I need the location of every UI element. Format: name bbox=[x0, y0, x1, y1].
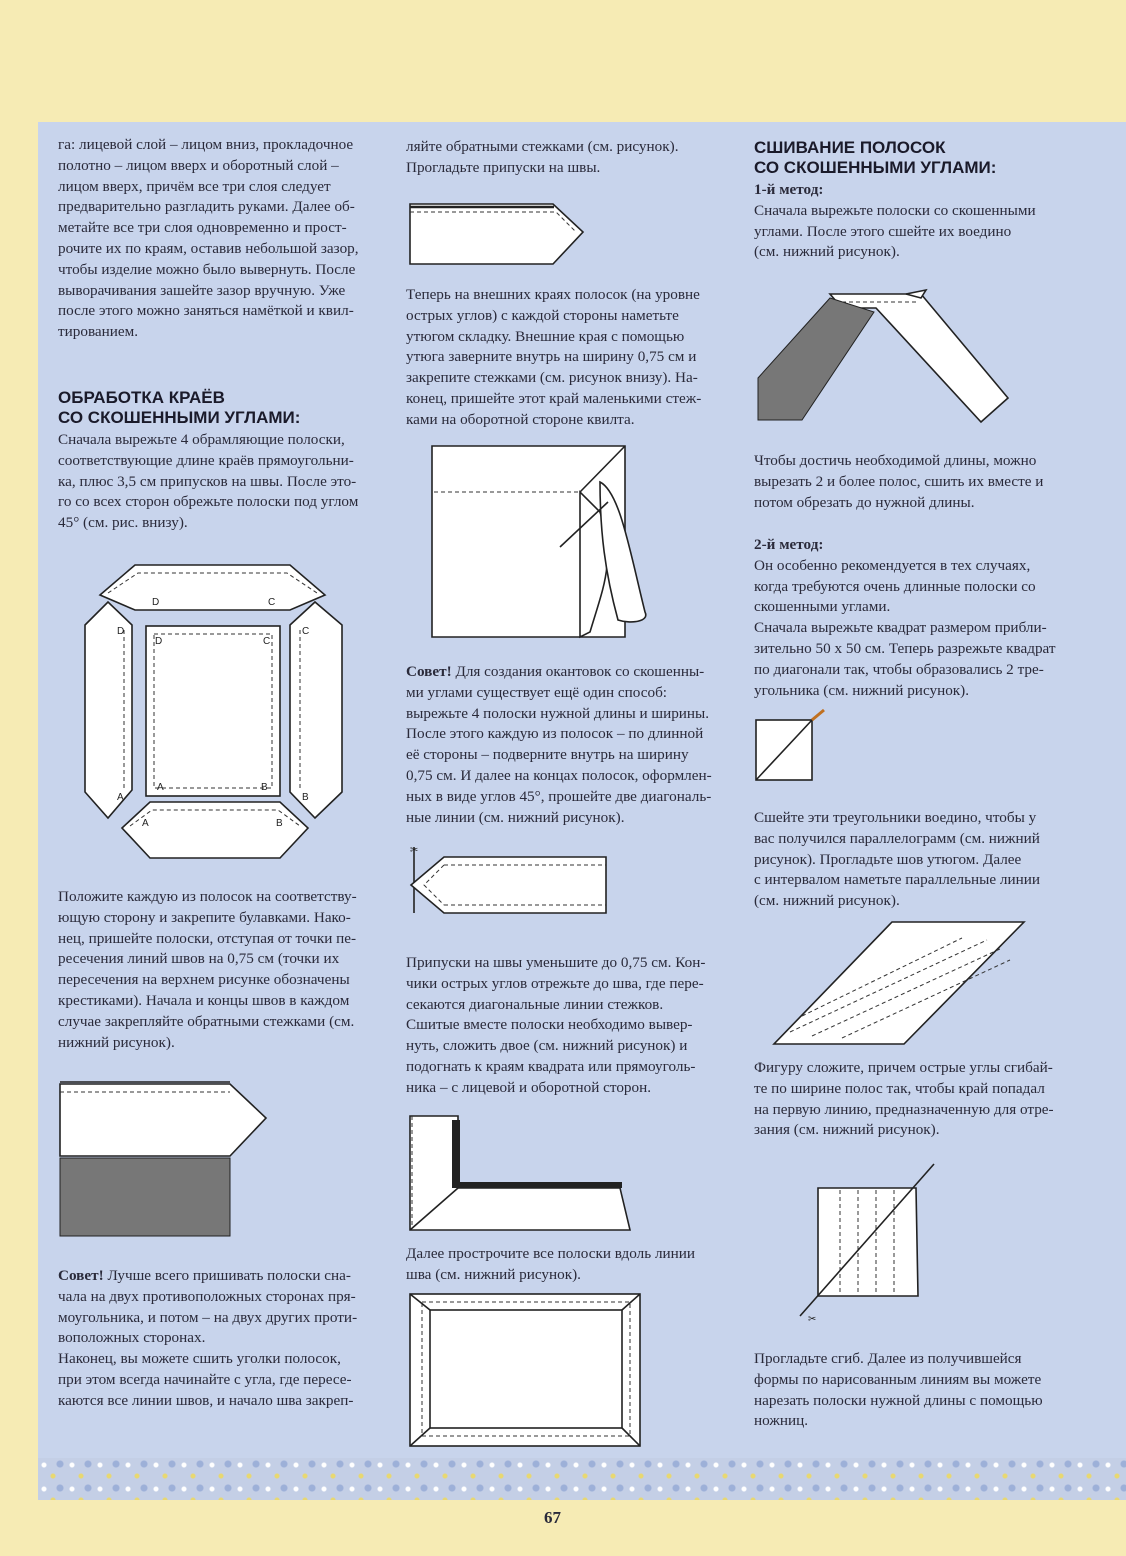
text-line: Прогладьте припуски на швы. bbox=[406, 158, 601, 176]
page-number: 67 bbox=[544, 1508, 561, 1527]
scissors-icon: ✂ bbox=[410, 845, 419, 856]
method-1-label: 1-й метод: bbox=[754, 181, 824, 198]
text-line: нуть, сложить двое (см. нижний рисунок) и bbox=[406, 1037, 688, 1055]
text-line: формы по нарисованным линиям вы можете bbox=[754, 1370, 1042, 1388]
text-line: по диагонали так, чтобы образовались 2 тре- bbox=[754, 660, 1044, 678]
col2-paragraph-2 bbox=[406, 285, 726, 431]
dark-strip bbox=[758, 298, 874, 420]
text-line: те по ширине полос так, чтобы край попадал bbox=[754, 1079, 1045, 1097]
tip-label: Совет! bbox=[406, 663, 452, 680]
text-line: острых углов) с каждой стороны наметьте bbox=[406, 306, 679, 324]
section-heading-joining-strips bbox=[754, 138, 1084, 178]
text-line: После этого каждую из полосок – по длинной bbox=[406, 725, 704, 743]
tube bbox=[818, 1188, 918, 1296]
parallelogram bbox=[774, 922, 1024, 1044]
text-line: Он особенно рекомендуется в тех случаях, bbox=[754, 556, 1031, 574]
corner-binding-diagram bbox=[408, 1112, 633, 1237]
finished-binding-diagram bbox=[408, 1292, 643, 1450]
text-line: зительно 50 x 50 см. Теперь разрежьте квадрат bbox=[754, 639, 1056, 657]
text-line: чики острых углов отрежьте до шва, где пере- bbox=[406, 974, 704, 992]
col3-paragraph-4 bbox=[754, 808, 1084, 912]
text-line: чала на двух противоположных сторонах пря- bbox=[58, 1287, 356, 1305]
seam-stripe bbox=[452, 1182, 622, 1188]
text-line: ми углами существует ещё один способ: bbox=[406, 683, 668, 701]
text-line: секаются диагональные линии стежков. bbox=[406, 995, 664, 1013]
text-line: нарезать полоски нужной длины с помощью bbox=[754, 1391, 1043, 1409]
text-line: потом обрезать до нужной длины. bbox=[754, 493, 975, 511]
text-line: ка, плюс 3,5 см припусков на швы. После это- bbox=[58, 472, 357, 490]
parallelogram-diagram bbox=[772, 920, 1027, 1048]
label-A: A bbox=[157, 782, 164, 793]
text-line: при этом всегда начинайте с угла, где пересе- bbox=[58, 1370, 352, 1388]
text-line: нижний рисунок). bbox=[58, 1033, 175, 1051]
bottom-strip bbox=[122, 802, 308, 858]
strip-sewn-diagram bbox=[58, 1078, 273, 1238]
joined-strips-diagram bbox=[756, 288, 1016, 428]
text-line: лицом вверх, причём все три слоя следует bbox=[58, 177, 331, 195]
col3-paragraph-5 bbox=[754, 1058, 1084, 1141]
heading-line: СШИВАНИЕ ПОЛОСОК bbox=[754, 138, 946, 157]
text-line: утюга заверните внутрь на ширину 0,75 см и bbox=[406, 348, 697, 366]
text-line: (см. нижний рисунок). bbox=[754, 892, 900, 910]
col3-paragraph-2 bbox=[754, 451, 1084, 513]
label-D: D bbox=[152, 597, 160, 608]
col2-paragraph-1 bbox=[406, 137, 726, 179]
text-line: когда требуются очень длинные полоски со bbox=[754, 577, 1036, 595]
text-line bbox=[58, 1266, 378, 1287]
text-line: Положите каждую из полосок на соответству- bbox=[58, 888, 357, 905]
text-line: после этого можно заняться намёткой и квил- bbox=[58, 302, 354, 320]
text-line: утюгом складку. Внешние края с помощью bbox=[406, 327, 685, 345]
square-diagonal-diagram bbox=[754, 706, 834, 786]
left-strip bbox=[85, 602, 132, 818]
text-line: Сначала вырежьте полоски со скошенными bbox=[754, 201, 1036, 219]
text-line: полотно – лицом вверх и оборотный слой – bbox=[58, 156, 339, 174]
text-line: тированием. bbox=[58, 323, 139, 341]
label-C: C bbox=[263, 636, 271, 647]
tip-text: Лучше всего пришивать полоски сна- bbox=[103, 1267, 351, 1284]
label-D: D bbox=[155, 636, 163, 647]
text-line: га: лицевой слой – лицом вниз, прокладочное bbox=[58, 136, 354, 153]
strip bbox=[60, 1084, 266, 1156]
text-line: предварительно разгладить руками. Далее об- bbox=[58, 198, 355, 216]
text-line: шва (см. нижний рисунок). bbox=[406, 1265, 581, 1283]
seam-stripe bbox=[452, 1120, 460, 1188]
frame-strips-diagram bbox=[80, 560, 350, 870]
text-line: случае закрепляйте обратными стежками (см. bbox=[58, 1012, 355, 1030]
text-line: Теперь на внешних краях полосок (на уровне bbox=[406, 286, 700, 303]
col1-paragraph-2 bbox=[58, 887, 378, 1053]
label-B: B bbox=[261, 782, 268, 793]
text-line: выворачивания зашейте зазор вручную. Уже bbox=[58, 281, 346, 299]
text-line: на первую линию, предназначенную для отре- bbox=[754, 1100, 1054, 1118]
text-line: пересечения на верхнем рисунке обозначены bbox=[58, 971, 350, 989]
text-line: (см. нижний рисунок). bbox=[754, 243, 900, 261]
binding-corner bbox=[410, 1116, 630, 1230]
text-line: Сначала вырежьте 4 обрамляющие полоски, bbox=[58, 431, 345, 448]
text-line: Сшейте эти треугольники воедино, чтобы у bbox=[754, 809, 1037, 826]
text-line: скошенными углами. bbox=[754, 598, 891, 616]
scissors-icon: ✂ bbox=[808, 1314, 817, 1325]
floral-border bbox=[38, 1458, 1126, 1500]
heading-line: ОБРАБОТКА КРАЁВ bbox=[58, 388, 225, 407]
text-line: метайте все три слоя одновременно и прост- bbox=[58, 219, 347, 237]
label-A: A bbox=[142, 818, 149, 829]
heading-line: СО СКОШЕННЫМИ УГЛАМИ: bbox=[58, 408, 301, 427]
text-line: ножниц. bbox=[754, 1412, 809, 1430]
top-strip bbox=[100, 565, 325, 610]
text-line: чтобы изделие можно было вывернуть. После bbox=[58, 260, 356, 278]
text-line: конец, пришейте этот край маленькими стеж- bbox=[406, 389, 702, 407]
text-line: Фигуру сложите, причем острые углы сгибай- bbox=[754, 1059, 1053, 1076]
text-line: каются все линии швов, и начало шва закреп- bbox=[58, 1391, 354, 1409]
text-line: Прогладьте сгиб. Далее из получившейся bbox=[754, 1350, 1022, 1367]
col3-method-1 bbox=[754, 180, 1084, 263]
label-B: B bbox=[276, 818, 283, 829]
pressed-strip-diagram bbox=[408, 196, 588, 271]
text-line: 0,75 см. И далее на концах полосок, оформлен- bbox=[406, 766, 712, 784]
text-line: вас получился параллелограмм (см. нижний bbox=[754, 829, 1040, 847]
folded-tube-diagram bbox=[798, 1160, 938, 1330]
col3-method-2 bbox=[754, 535, 1084, 701]
text-line: ных в виде углов 45°, прошейте две диагональ- bbox=[406, 787, 712, 805]
tip-text: Для создания окантовок со скошенны- bbox=[451, 663, 705, 680]
text-line: ками на оборотной стороне квилта. bbox=[406, 410, 635, 428]
text-line: 45° (см. рис. внизу). bbox=[58, 514, 188, 532]
text-line: подогнать к краям квадрата или прямоуголь- bbox=[406, 1057, 696, 1075]
text-line: угольника (см. нижний рисунок). bbox=[754, 681, 970, 699]
text-line: ющую сторону и закрепите булавками. Нако- bbox=[58, 908, 351, 926]
col2-paragraph-4 bbox=[406, 1244, 726, 1286]
right-strip bbox=[290, 602, 342, 818]
col2-paragraph-3 bbox=[406, 953, 726, 1099]
method-2-label: 2-й метод: bbox=[754, 536, 824, 553]
text-line: го со всех сторон обрежьте полоски под углом bbox=[58, 493, 359, 511]
text-line: ника – с лицевой и оборотной сторон. bbox=[406, 1078, 652, 1096]
pencil-icon bbox=[812, 710, 824, 720]
text-line: ные линии (см. нижний рисунок). bbox=[406, 808, 625, 826]
text-line: ресечения линий швов на 0,75 см (точки их bbox=[58, 950, 340, 968]
col1-tip bbox=[58, 1266, 378, 1412]
col2-tip bbox=[406, 662, 726, 828]
label-C: C bbox=[302, 626, 310, 637]
text-line: Далее прострочите все полоски вдоль линии bbox=[406, 1245, 696, 1262]
text-line: закрепите стежками (см. рисунок внизу). На- bbox=[406, 369, 698, 387]
text-line bbox=[406, 662, 726, 683]
heading-line: СО СКОШЕННЫМИ УГЛАМИ: bbox=[754, 158, 997, 177]
quilt-edge bbox=[60, 1158, 230, 1236]
text-line: нец, пришейте полоски, отступая от точки пе- bbox=[58, 929, 357, 947]
text-line: зания (см. нижний рисунок). bbox=[754, 1121, 940, 1139]
text-line: моугольника, и потом – на двух других проти- bbox=[58, 1308, 358, 1326]
label-B: B bbox=[302, 792, 309, 803]
text-line: крестиками). Начала и концы швов в каждом bbox=[58, 991, 350, 1009]
label-A: A bbox=[117, 792, 124, 803]
text-line: ляйте обратными стежками (см. рисунок). bbox=[406, 138, 679, 155]
column-1 bbox=[58, 135, 378, 343]
text-line: Чтобы достичь необходимой длины, можно bbox=[754, 452, 1037, 469]
text-line: углами. После этого сшейте их воедино bbox=[754, 222, 1012, 240]
label-C: C bbox=[268, 597, 276, 608]
text-line: её стороны – подверните внутрь на ширину bbox=[406, 746, 689, 764]
text-line: рисунок). Прогладьте шов утюгом. Далее bbox=[754, 850, 1022, 868]
folded-corner-diagram bbox=[430, 442, 660, 642]
text-line: с интервалом наметьте параллельные линии bbox=[754, 871, 1040, 889]
text-line: Припуски на швы уменьшите до 0,75 см. Кон- bbox=[406, 954, 706, 971]
text-line: Сначала вырежьте квадрат размером прибли- bbox=[754, 619, 1047, 637]
section-heading-mitered-edges bbox=[58, 388, 378, 428]
col3-paragraph-6 bbox=[754, 1349, 1084, 1432]
tip-label: Совет! bbox=[58, 1267, 104, 1284]
text-line: рочите их по краям, оставив небольшой зазор, bbox=[58, 239, 359, 257]
center-rectangle bbox=[146, 626, 280, 796]
diagonal-stitch-diagram bbox=[406, 845, 606, 920]
text-line: воположных сторонах. bbox=[58, 1329, 206, 1347]
text-line: вырезать 2 и более полос, сшить их вместе и bbox=[754, 472, 1044, 490]
intro-paragraph bbox=[58, 135, 378, 343]
label-D: D bbox=[117, 626, 125, 637]
text-line: соответствующие длине краёв прямоугольни- bbox=[58, 451, 354, 469]
inner-quilt bbox=[430, 1310, 622, 1428]
col1-paragraph-1 bbox=[58, 430, 378, 534]
text-line: вырежьте 4 полоски нужной длины и ширины. bbox=[406, 704, 710, 722]
text-line: Сшитые вместе полоски необходимо вывер- bbox=[406, 1016, 693, 1034]
text-line: Наконец, вы можете сшить уголки полосок, bbox=[58, 1350, 341, 1368]
